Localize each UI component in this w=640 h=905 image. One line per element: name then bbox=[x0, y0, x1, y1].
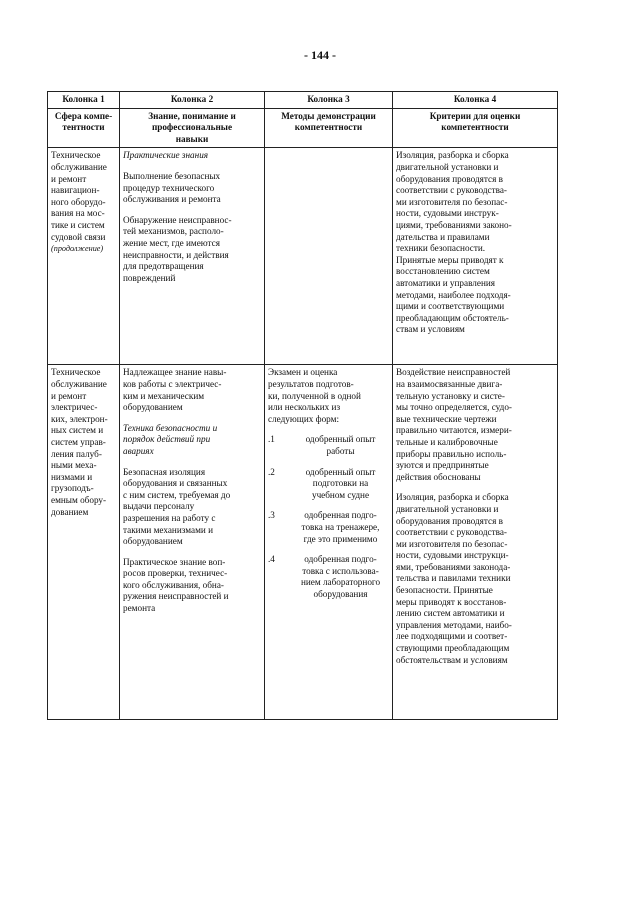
paragraph bbox=[123, 215, 261, 285]
text-line: методами, наиболее подходя- bbox=[396, 289, 511, 300]
text-line: товка на тренажере, bbox=[301, 521, 380, 532]
text-line: и ремонт bbox=[51, 173, 87, 184]
subheader-line: компетентности bbox=[294, 122, 363, 133]
text-line: оборудования bbox=[313, 588, 368, 599]
paragraph bbox=[396, 367, 554, 483]
text-line: обстоятельствам и условиям bbox=[396, 654, 508, 665]
text-line: неисправности, и действия bbox=[123, 249, 229, 260]
text-line: ления палуб- bbox=[51, 448, 102, 459]
text-line: одобренный опыт bbox=[305, 434, 376, 445]
text-line: ми изготовителя по безопас- bbox=[396, 196, 508, 207]
item-number: .1 bbox=[268, 434, 275, 445]
paragraph bbox=[123, 367, 261, 413]
text-line: оборудования проводятся в bbox=[396, 173, 503, 184]
column-3-header: Колонка 3 bbox=[265, 92, 393, 109]
text-line: оборудования проводятся в bbox=[396, 515, 503, 526]
text-line: навигацион- bbox=[51, 185, 100, 196]
competence-cell bbox=[48, 148, 120, 365]
paragraph bbox=[123, 467, 261, 548]
text-line: Обнаружение неисправнос- bbox=[123, 214, 232, 225]
subheader-line: Сфера компе- bbox=[54, 110, 113, 121]
text-line: ными меха- bbox=[51, 460, 97, 471]
text-line: тельную установку и систе- bbox=[396, 390, 505, 401]
text-line: и ремонт bbox=[51, 390, 87, 401]
subheader-line: Методы демонстрации bbox=[281, 110, 376, 121]
text-line: ким и механическим bbox=[123, 390, 205, 401]
subheader-line: компетентности bbox=[441, 122, 509, 133]
text-line: приборы правильно исполь- bbox=[396, 448, 507, 459]
text-line: разрешения на работу с bbox=[123, 512, 216, 523]
column-4-header: Колонка 4 bbox=[393, 92, 558, 109]
text-line: такими механизмами и bbox=[123, 524, 214, 535]
text-line: одобренная подго- bbox=[304, 554, 377, 565]
subheader-competence bbox=[48, 108, 120, 148]
paragraph bbox=[123, 171, 261, 206]
text-line: тельные и калибровочные bbox=[396, 436, 498, 447]
text-line: одобренная подго- bbox=[304, 510, 377, 521]
item-number: .2 bbox=[268, 466, 275, 477]
item-text bbox=[292, 554, 389, 600]
column-2-header: Колонка 2 bbox=[120, 92, 265, 109]
text-line: обслуживание bbox=[51, 378, 107, 389]
item-text bbox=[292, 434, 389, 457]
text-line: выдачи персоналу bbox=[123, 501, 195, 512]
text-line: дательства и правилами bbox=[396, 231, 490, 242]
section-title bbox=[123, 423, 261, 458]
text-line: Надлежащее знание навы- bbox=[123, 367, 227, 378]
list-item bbox=[268, 434, 389, 457]
text-line: дованием bbox=[51, 506, 89, 517]
text-line: или нескольких из bbox=[268, 402, 341, 413]
text-line: ремонта bbox=[123, 603, 156, 614]
criteria-cell bbox=[393, 148, 558, 365]
text-line: тей механизмов, располо- bbox=[123, 226, 224, 237]
paragraph bbox=[396, 492, 554, 666]
text-line: двигательной установки и bbox=[396, 161, 499, 172]
text-line: управления методами, наибо- bbox=[396, 619, 512, 630]
item-text bbox=[292, 510, 389, 545]
subheader-line: профессиональные bbox=[151, 122, 233, 133]
text-line: мы точно определяется, судо- bbox=[396, 402, 512, 413]
text-line: Изоляция, разборка и сборка bbox=[396, 492, 509, 503]
text-line: восстановлению систем bbox=[396, 266, 490, 277]
text-line: росов проверки, техничес- bbox=[123, 568, 228, 579]
text-line: на взаимосвязанные двига- bbox=[396, 378, 503, 389]
column-header-row bbox=[48, 92, 558, 109]
text-line: ного оборудо- bbox=[51, 196, 106, 207]
text-line: ности, судовыми инструк- bbox=[396, 208, 499, 219]
text-line: техники безопасности. bbox=[396, 243, 486, 254]
text-line: лению систем автоматики и bbox=[396, 608, 505, 619]
text-line: жение мест, где имеются bbox=[123, 237, 220, 248]
text-line: ных систем и bbox=[51, 425, 104, 436]
subheader-row bbox=[48, 108, 558, 148]
item-text bbox=[292, 467, 389, 502]
subheader-methods bbox=[265, 108, 393, 148]
text-line: вания на мос- bbox=[51, 208, 105, 219]
subheader-knowledge bbox=[120, 108, 265, 148]
text-line: щими и соответствующими bbox=[396, 301, 505, 312]
page-number: - 144 - bbox=[304, 48, 336, 62]
text-line: работы bbox=[326, 445, 355, 456]
text-line: Изоляция, разборка и сборка bbox=[396, 150, 509, 161]
subheader-line: тентности bbox=[62, 122, 105, 133]
text-line: автоматики и управления bbox=[396, 277, 496, 288]
list-item bbox=[268, 510, 389, 545]
text-line: тельства и павилами техники bbox=[396, 573, 511, 584]
knowledge-cell bbox=[120, 148, 265, 365]
text-line: обслуживания и ремонта bbox=[123, 194, 221, 205]
text-line: электричес- bbox=[51, 402, 98, 413]
text-line: циями, требованиями законо- bbox=[396, 219, 512, 230]
text-line: результатов подготов- bbox=[268, 378, 354, 389]
text-line: вые технические чертежи bbox=[396, 413, 497, 424]
section-title: Практические знания bbox=[123, 150, 209, 161]
item-number: .3 bbox=[268, 510, 275, 521]
subheader-line: Знание, понимание и bbox=[148, 110, 236, 121]
text-line: емным обору- bbox=[51, 494, 107, 505]
text-line: кого обслуживания, обна- bbox=[123, 579, 224, 590]
text-line: подготовки на bbox=[312, 478, 369, 489]
text-line: порядок действий при bbox=[123, 434, 211, 445]
text-line: Техническое bbox=[51, 150, 101, 161]
table-row-navigation bbox=[48, 148, 558, 365]
text-line: с ним систем, требуемая до bbox=[123, 489, 231, 500]
text-line: преобладающим обстоятель- bbox=[396, 312, 509, 323]
text-line: одобренный опыт bbox=[305, 466, 376, 477]
text-line: судовой связи bbox=[51, 231, 106, 242]
text-line: тике и систем bbox=[51, 219, 105, 230]
text-line: грузоподъ- bbox=[51, 483, 94, 494]
text-line: низмами и bbox=[51, 471, 93, 482]
text-line: соответствии с руководства- bbox=[396, 527, 507, 538]
text-line: обслуживание bbox=[51, 161, 107, 172]
text-line: нием лабораторного bbox=[300, 577, 381, 588]
text-line: оборудованием bbox=[123, 402, 183, 413]
text-line: оборудования и связанных bbox=[123, 478, 228, 489]
text-line: действия обоснованы bbox=[396, 471, 481, 482]
list-item bbox=[268, 554, 389, 600]
subheader-criteria bbox=[393, 108, 558, 148]
text-line: где это применимо bbox=[303, 533, 378, 544]
text-line: для предотвращения bbox=[123, 261, 204, 272]
item-number: .4 bbox=[268, 554, 275, 565]
text-line: зуются и предпринятые bbox=[396, 460, 489, 471]
table-row-electrical bbox=[48, 365, 558, 720]
text-line: ствам и условиям bbox=[396, 324, 465, 335]
competence-cell bbox=[48, 365, 120, 720]
text-line: повреждений bbox=[123, 272, 176, 283]
competence-table bbox=[47, 91, 558, 720]
text-line: меры приводят к восстанов- bbox=[396, 596, 507, 607]
text-line: правильно читаются, измери- bbox=[396, 425, 512, 436]
text-line: ми изготовителя по безопас- bbox=[396, 538, 508, 549]
text-line: ких, электрон- bbox=[51, 413, 108, 424]
text-line: Экзамен и оценка bbox=[268, 367, 338, 378]
text-line: Выполнение безопасных bbox=[123, 170, 221, 181]
text-line: оборудованием bbox=[123, 536, 183, 547]
text-line: Техническое bbox=[51, 367, 101, 378]
text-line: ков работы с электричес- bbox=[123, 378, 222, 389]
text-line: ружения неисправностей и bbox=[123, 591, 229, 602]
continued-note: (продолжение) bbox=[51, 244, 104, 254]
text-line: процедур технического bbox=[123, 182, 215, 193]
column-1-header: Колонка 1 bbox=[48, 92, 120, 109]
methods-cell bbox=[265, 148, 393, 365]
text-line: товка с использова- bbox=[302, 565, 379, 576]
knowledge-cell bbox=[120, 365, 265, 720]
text-line: Безопасная изоляция bbox=[123, 466, 206, 477]
text-line: учебном судне bbox=[311, 489, 370, 500]
text-line: ями, требованиями законода- bbox=[396, 561, 511, 572]
text-line: Техника безопасности и bbox=[123, 422, 218, 433]
text-line: Практическое знание воп- bbox=[123, 556, 226, 567]
text-line: ствующими преобладающим bbox=[396, 643, 510, 654]
text-line: двигательной установки и bbox=[396, 503, 499, 514]
text-line: ности, судовыми инструкци- bbox=[396, 550, 509, 561]
text-line: соответствии с руководства- bbox=[396, 185, 507, 196]
text-line: Воздействие неисправностей bbox=[396, 367, 511, 378]
subheader-line: навыки bbox=[175, 133, 209, 144]
text-line: следующих форм: bbox=[268, 413, 340, 424]
text-line: ки, полученной в одной bbox=[268, 390, 361, 401]
paragraph bbox=[123, 557, 261, 615]
methods-cell bbox=[265, 365, 393, 720]
text-line: Принятые меры приводят к bbox=[396, 254, 504, 265]
subheader-line: Критерии для оценки bbox=[429, 110, 521, 121]
text-line: авариях bbox=[123, 445, 154, 456]
text-line: безопасности. Принятые bbox=[396, 585, 493, 596]
paragraph bbox=[268, 367, 389, 425]
text-line: систем управ- bbox=[51, 436, 106, 447]
criteria-cell bbox=[393, 365, 558, 720]
list-item bbox=[268, 467, 389, 502]
text-line: лее подходящими и соответ- bbox=[396, 631, 508, 642]
